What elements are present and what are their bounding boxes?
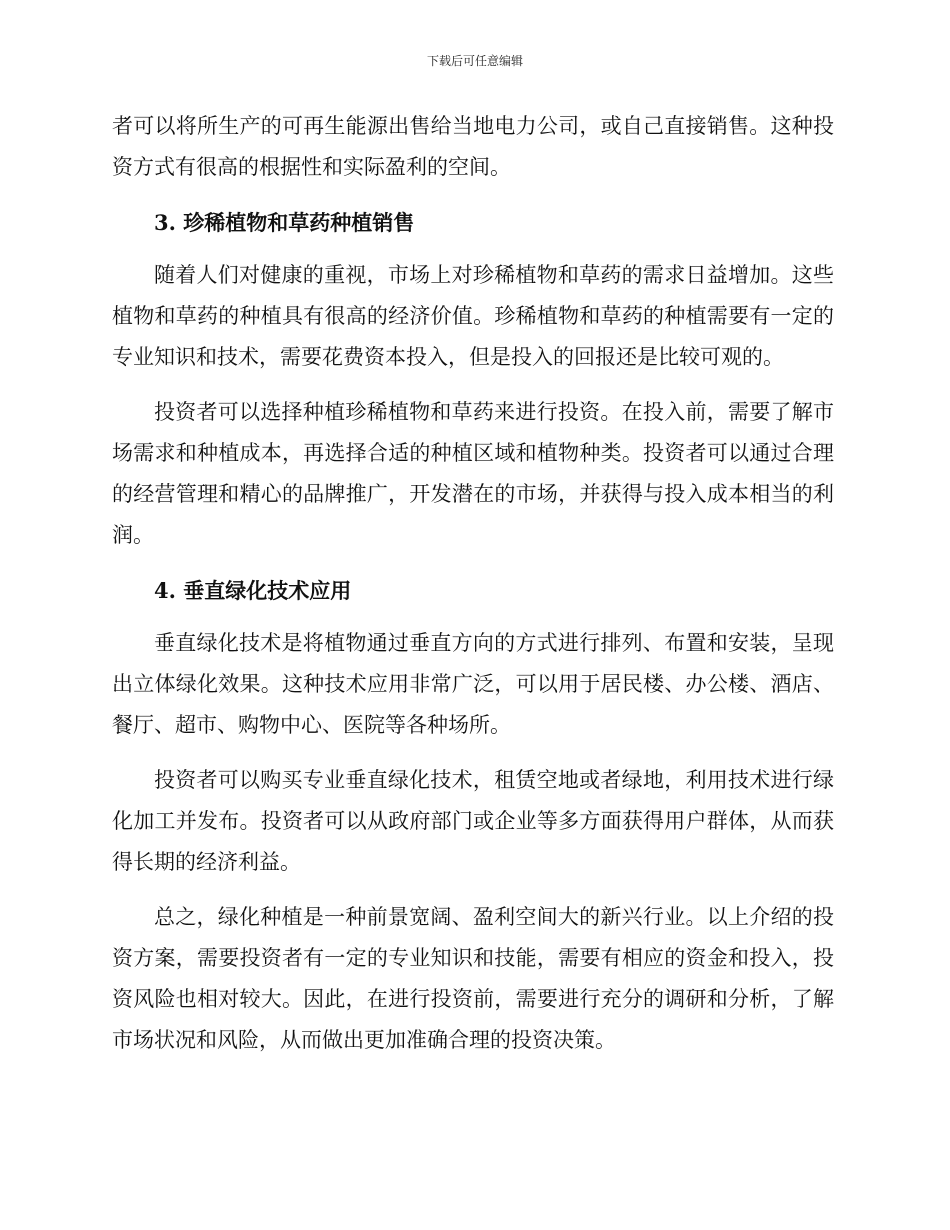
paragraph: 总之，绿化种植是一种前景宽阔、盈利空间大的新兴行业。以上介绍的投资方案，需要投资者有一定的专业知识和技能，需要有相应的资金和投入，投资风险也相对较大。因此，在进行投资前，需要进行充分的调研和分析，了解市场状况和风险，从而做出更加准确合理的投资决策。 xyxy=(112,905,834,1052)
document-body xyxy=(112,106,834,1075)
paragraph: 随着人们对健康的重视，市场上对珍稀植物和草药的需求日益增加。这些植物和草药的种植具有很高的经济价值。珍稀植物和草药的种植需要有一定的专业知识和技术，需要花费资本投入，但是投入的回报还是比较可观的。 xyxy=(112,263,834,369)
paragraph: 垂直绿化技术是将植物通过垂直方向的方式进行排列、布置和安装，呈现出立体绿化效果。这种技术应用非常广泛，可以用于居民楼、办公楼、酒店、餐厅、超市、购物中心、医院等各种场所。 xyxy=(112,631,834,737)
paragraph: 投资者可以选择种植珍稀植物和草药来进行投资。在投入前，需要了解市场需求和种植成本，再选择合适的种植区域和植物种类。投资者可以通过合理的经营管理和精心的品牌推广，开发潜在的市场，并获得与投入成本相当的利润。 xyxy=(112,400,834,547)
paragraph: 者可以将所生产的可再生能源出售给当地电力公司，或自己直接销售。这种投资方式有很高的根据性和实际盈利的空间。 xyxy=(112,114,834,179)
page-header: 下载后可任意编辑 xyxy=(426,54,523,68)
section-heading: 4. 垂直绿化技术应用 xyxy=(154,578,352,603)
section-heading: 3. 珍稀植物和草药种植销售 xyxy=(154,210,415,235)
paragraph: 投资者可以购买专业垂直绿化技术，租赁空地或者绿地，利用技术进行绿化加工并发布。投资者可以从政府部门或企业等多方面获得用户群体，从而获得长期的经济利益。 xyxy=(112,768,834,874)
